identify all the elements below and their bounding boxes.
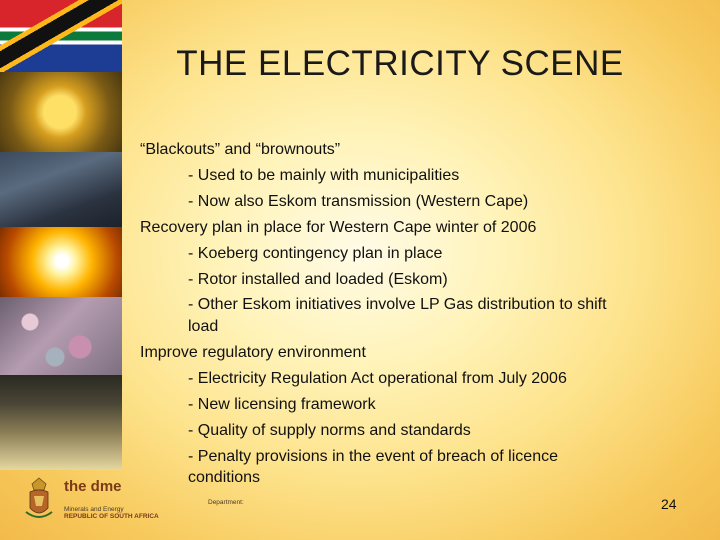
sub-bullet: - Other Eskom initiatives involve LP Gas distribution to shift — [188, 296, 607, 313]
worker-image — [0, 152, 122, 227]
photo-strip — [0, 0, 122, 470]
logo-ministry: Minerals and Energy — [64, 506, 124, 513]
bullet-heading: Improve regulatory environment — [140, 344, 366, 361]
logo-department: Department: — [208, 499, 244, 506]
surveyor-image — [0, 375, 122, 470]
sub-bullet: - New licensing framework — [188, 396, 376, 413]
sub-bullet: - Used to be mainly with municipalities — [188, 167, 460, 184]
sub-bullet-continuation: load — [188, 318, 219, 335]
south-african-flag-image — [0, 0, 122, 72]
logo-name: the dme — [64, 478, 122, 495]
sub-bullet: - Rotor installed and loaded (Eskom) — [188, 271, 448, 288]
sub-bullet: - Now also Eskom transmission (Western Cape) — [188, 193, 529, 210]
slide-title: THE ELECTRICITY SCENE — [176, 44, 624, 83]
sub-bullet-continuation: conditions — [188, 469, 261, 486]
sub-bullet: - Quality of supply norms and standards — [188, 422, 471, 439]
bullet-heading: Recovery plan in place for Western Cape winter of 2006 — [140, 219, 537, 236]
sub-bullet: - Penalty provisions in the event of breach of licence — [188, 448, 558, 465]
sun-image — [0, 227, 122, 297]
minerals-image — [0, 297, 122, 375]
logo-country: REPUBLIC OF SOUTH AFRICA — [64, 513, 159, 520]
oil-drop-image — [0, 72, 122, 152]
sub-bullet: - Electricity Regulation Act operational from July 2006 — [188, 370, 567, 387]
page-number: 24 — [661, 496, 677, 512]
sub-bullet: - Koeberg contingency plan in place — [188, 245, 443, 262]
bullet-heading: “Blackouts” and “brownouts” — [140, 141, 341, 158]
coat-of-arms-icon — [24, 476, 54, 522]
